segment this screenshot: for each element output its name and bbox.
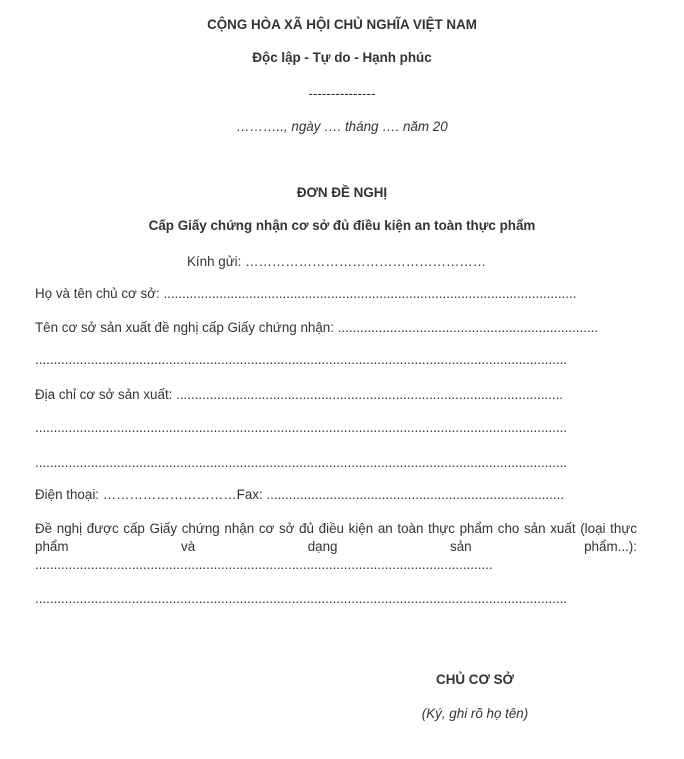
facility-name-continuation: ...............................................................................................................................................: [35, 352, 568, 367]
owner-name-field: Họ và tên chủ cơ sở: ...............................................................................................................: [35, 286, 577, 301]
request-continuation-1: ...........................................................................................................................: [35, 557, 493, 572]
request-word: và: [181, 539, 196, 554]
request-continuation-2: ...............................................................................................................................................: [35, 591, 568, 606]
signature-title: CHỦ CƠ SỞ: [436, 672, 514, 687]
address-continuation-1: ...............................................................................................................................................: [35, 420, 568, 435]
nation-heading: CỘNG HÒA XÃ HỘI CHỦ NGHĨA VIỆT NAM: [207, 17, 477, 32]
request-word: dạng: [307, 539, 338, 554]
facility-name-field: Tên cơ sở sản xuất đề nghị cấp Giấy chứng nhận: ......................................................................: [35, 320, 599, 335]
recipient-line: Kính gửi: ………………………………………………: [187, 254, 487, 269]
request-word: phẩm...):: [584, 539, 637, 554]
address-field: Địa chỉ cơ sở sản xuất: ........................................................................................................: [35, 387, 564, 402]
request-word: sản: [450, 539, 472, 554]
phone-fax-field: Điện thoại: …………………………Fax: ................................................................................: [35, 487, 565, 502]
document-title: ĐƠN ĐỀ NGHỊ: [296, 185, 388, 200]
request-line-1: Đề nghị được cấp Giấy chứng nhận cơ sở đủ điều kiện an toàn thực phẩm cho sản xuất (loại thực: [35, 521, 637, 536]
signature-note: (Ký, ghi rõ họ tên): [421, 706, 529, 721]
request-word: phẩm: [35, 539, 69, 554]
motto: Độc lập - Tự do - Hạnh phúc: [252, 50, 432, 65]
date-line: ……….., ngày …. tháng …. năm 20: [236, 119, 448, 134]
divider: ---------------: [308, 86, 376, 101]
address-continuation-2: ...............................................................................................................................................: [35, 455, 568, 470]
document-subtitle: Cấp Giấy chứng nhận cơ sở đủ điều kiện an toàn thực phẩm: [148, 218, 536, 233]
request-line-2: [35, 539, 637, 555]
